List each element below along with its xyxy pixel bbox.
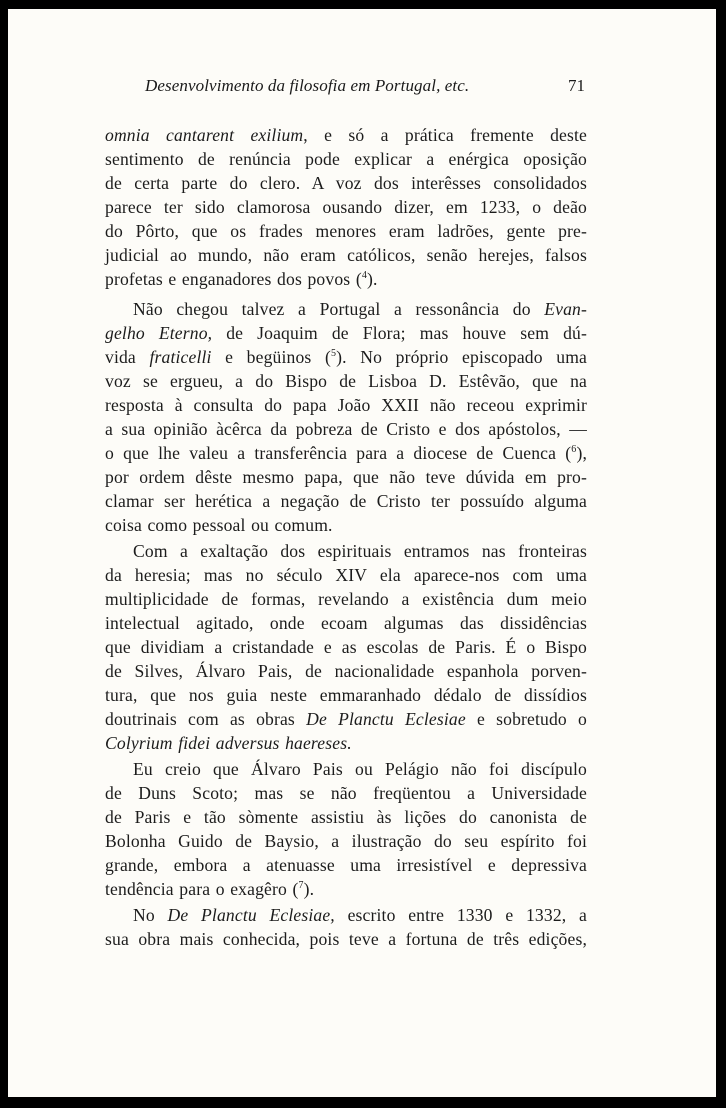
text-line: de Silves, Álvaro Pais, de nacionalidade espanhola porven- xyxy=(105,661,587,681)
text-line: da heresia; mas no século XIV ela aparece-nos com uma xyxy=(105,565,587,585)
page-number: 71 xyxy=(568,76,585,95)
footnote-ref: 4 xyxy=(361,270,367,282)
text-line: tura, que nos guia neste emmaranhado dédalo de dissídios xyxy=(105,685,587,705)
text-line: de Paris e tão sòmente assistiu às lições do canonista de xyxy=(105,807,587,827)
text-line: doutrinais com as obras De Planctu Eclesiae e sobretudo o xyxy=(105,709,587,729)
text-line: clamar ser herética a negação de Cristo ter possuído alguma xyxy=(105,491,587,511)
text-line: Eu creio que Álvaro Pais ou Pelágio não foi discípulo xyxy=(133,759,587,779)
text-line: vida fraticelli e begüinos ($^5$). No próprio episcopado uma xyxy=(105,347,587,367)
text-line: judicial ao mundo, não eram católicos, senão herejes, falsos xyxy=(105,245,587,265)
text-line: Com a exaltação dos espirituais entramos nas fronteiras xyxy=(133,541,587,561)
text-line: voz se ergueu, a do Bispo de Lisboa D. Estêvão, que na xyxy=(105,371,587,391)
text-line: multiplicidade de formas, revelando a existência dum meio xyxy=(105,589,587,609)
text-line: profetas e enganadores dos povos ($^4$). xyxy=(105,269,378,289)
text-line: gelho Eterno, de Joaquim de Flora; mas houve sem dú- xyxy=(105,323,587,343)
text-line: omnia cantarent exilium, e só a prática fremente deste xyxy=(105,125,587,145)
text-line: Colyrium fidei adversus haereses. xyxy=(105,733,352,753)
text-line: coisa como pessoal ou comum. xyxy=(105,515,333,535)
text-line: Não chegou talvez a Portugal a ressonância do Evan- xyxy=(133,299,587,319)
running-title: Desenvolvimento da filosofia em Portugal, etc. xyxy=(145,76,470,95)
text-line: a sua opinião àcêrca da pobreza de Cristo e dos apóstolos, — xyxy=(105,419,587,439)
text-line: tendência para o exagêro ($^7$). xyxy=(105,879,315,899)
text-line: intelectual agitado, onde ecoam algumas das dissidências xyxy=(105,613,587,633)
text-line: de Duns Scoto; mas se não freqüentou a Universidade xyxy=(105,783,587,803)
text-line: grande, embora a atenuasse uma irresistível e depressiva xyxy=(105,855,587,875)
text-line: por ordem dêste mesmo papa, que não teve dúvida em pro- xyxy=(105,467,587,487)
running-header xyxy=(145,76,585,106)
text-line: Bolonha Guido de Baysio, a ilustração do seu espírito foi xyxy=(105,831,587,851)
footnote-ref: 6 xyxy=(571,444,577,456)
text-line: o que lhe valeu a transferência para a diocese de Cuenca ($^6$), xyxy=(105,443,587,463)
text-line: No De Planctu Eclesiae, escrito entre 1330 e 1332, a xyxy=(133,905,587,925)
book-page xyxy=(8,9,716,1097)
text-line: do Pôrto, que os frades menores eram ladrões, gente pre- xyxy=(105,221,587,241)
text-line: sentimento de renúncia pode explicar a enérgica oposição xyxy=(105,149,587,169)
text-line: que dividiam a cristandade e as escolas de Paris. É o Bispo xyxy=(105,637,587,657)
text-line: sua obra mais conhecida, pois teve a fortuna de três edições, xyxy=(105,929,587,949)
footnote-ref: 7 xyxy=(298,880,304,892)
footnote-ref: 5 xyxy=(330,348,337,360)
text-line: resposta à consulta do papa João XXII não receou exprimir xyxy=(105,395,587,415)
text-line: de certa parte do clero. A voz dos interêsses consolidados xyxy=(105,173,587,193)
text-line: parece ter sido clamorosa ousando dizer, em 1233, o deão xyxy=(105,197,587,217)
